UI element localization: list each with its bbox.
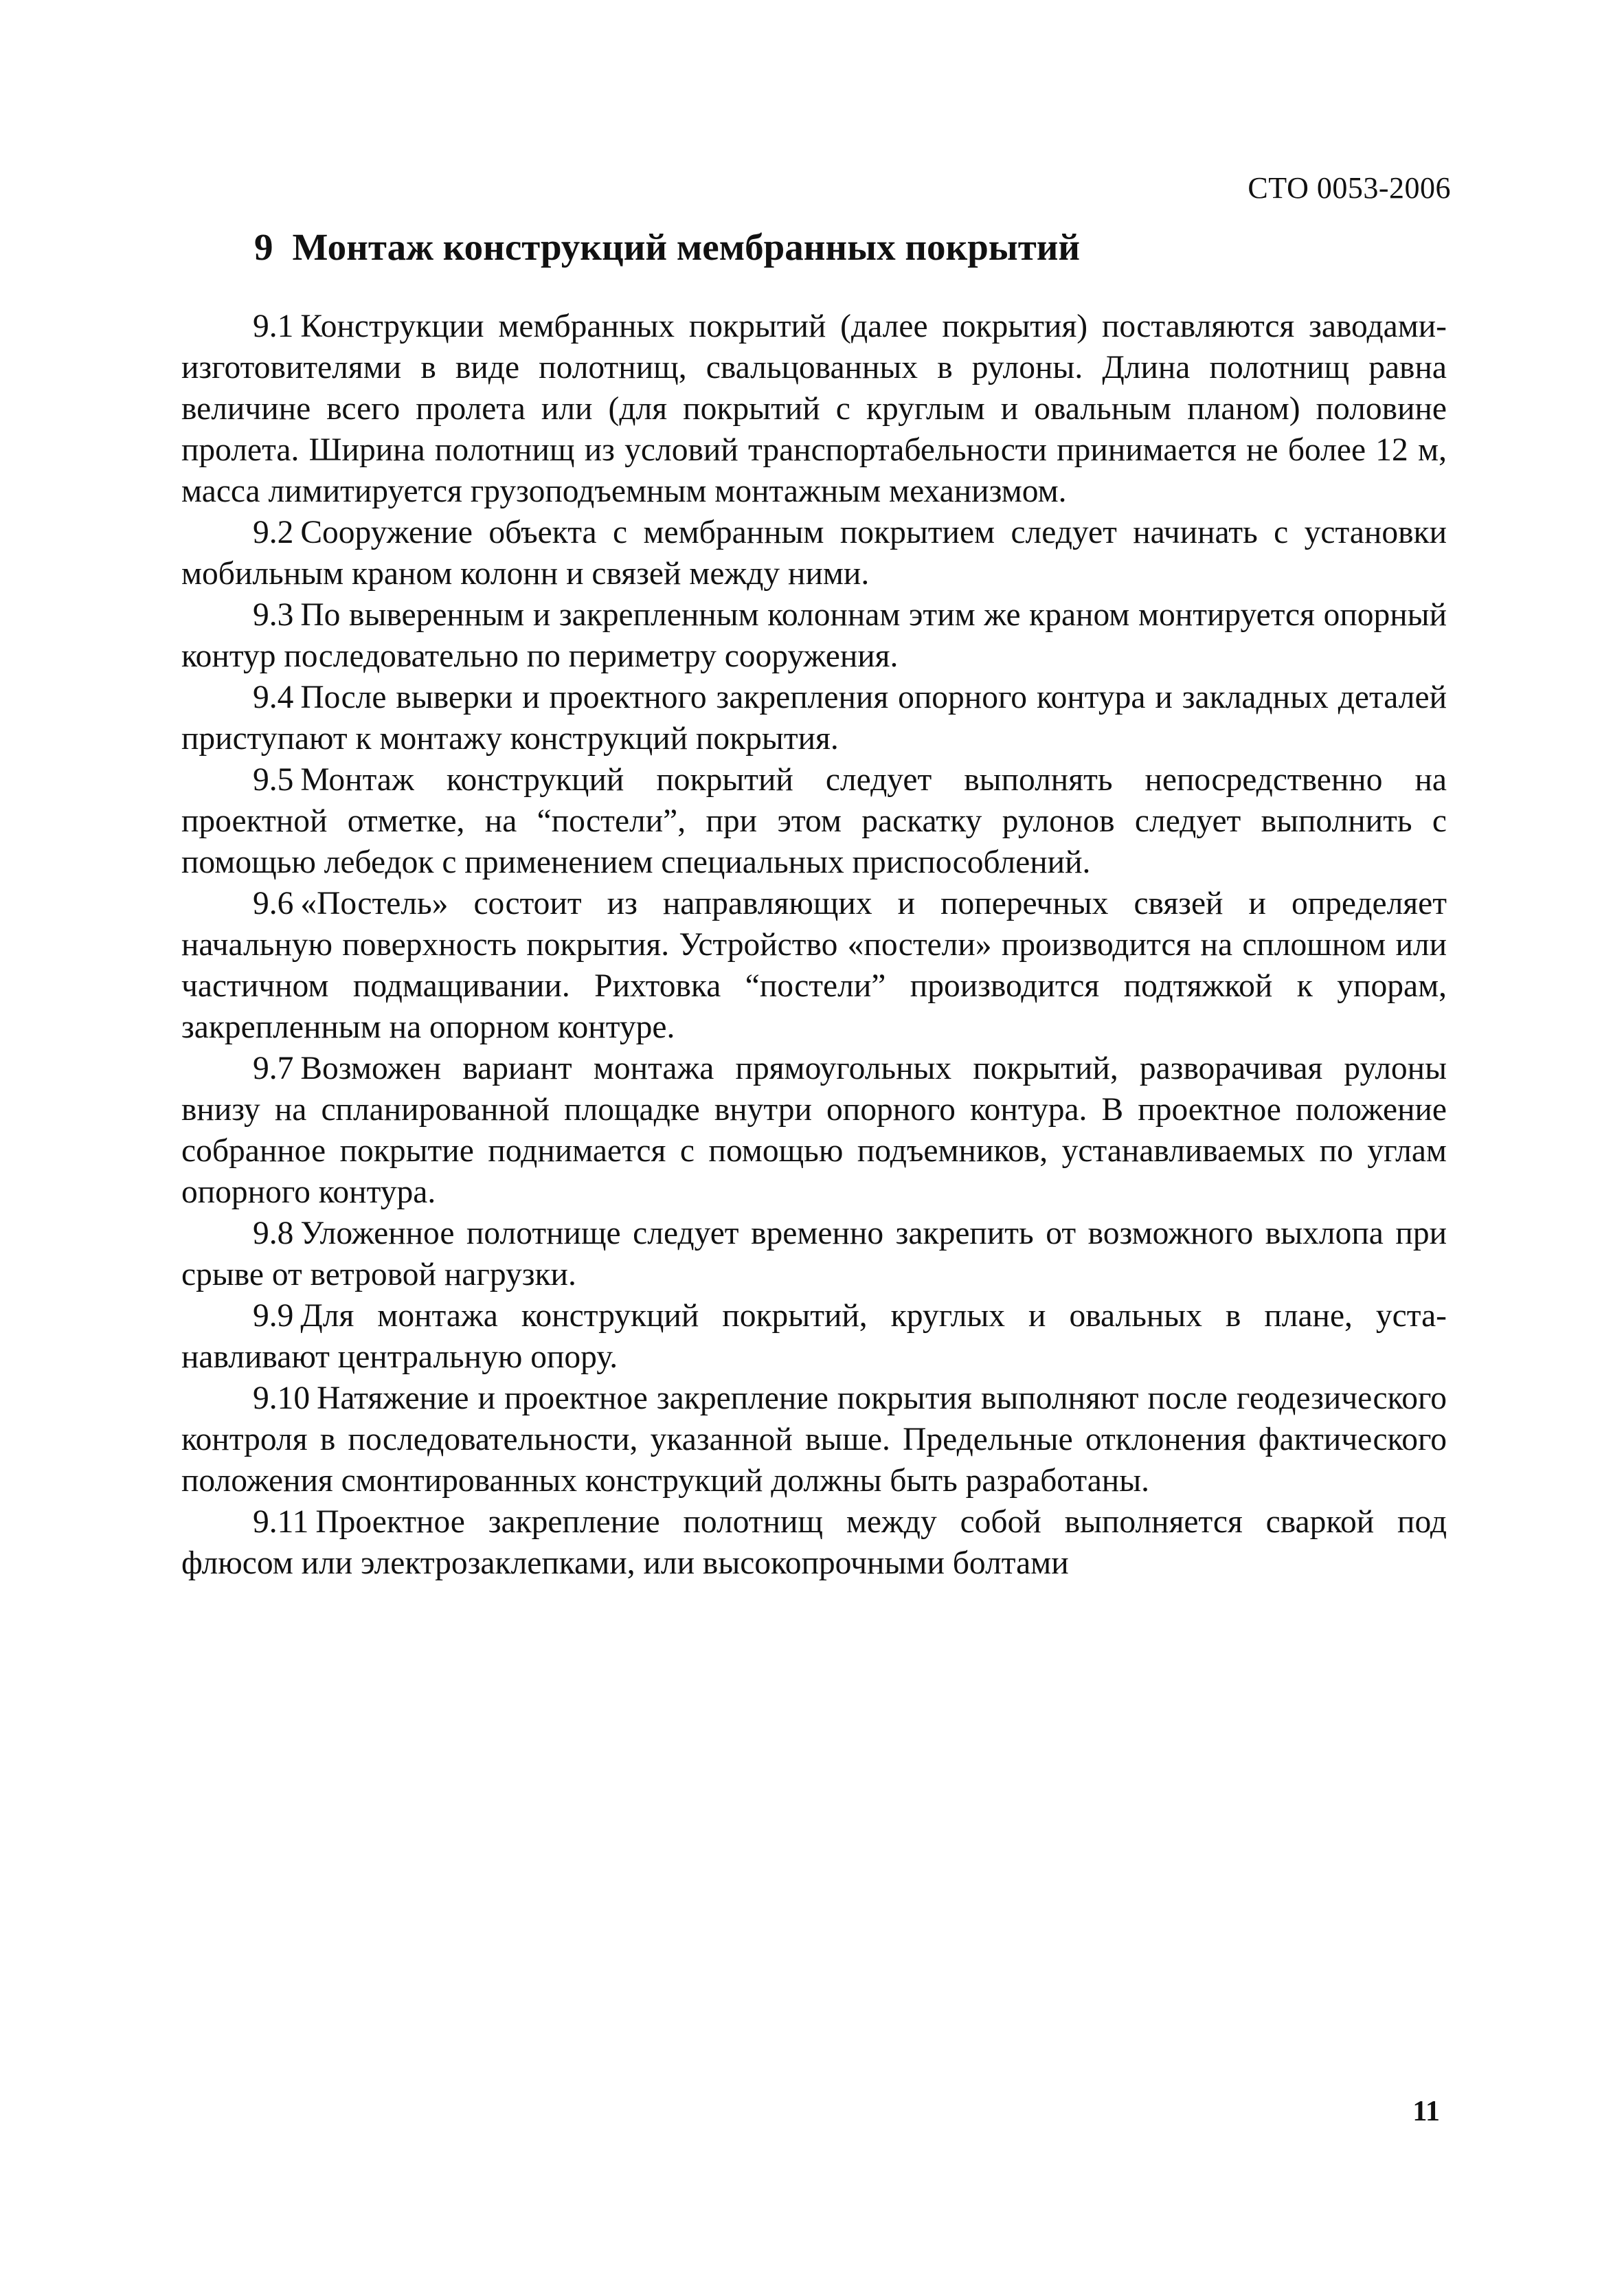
paragraph-9-11: [181, 1501, 1447, 1584]
paragraph-9-3: [181, 594, 1447, 677]
page-number: 11: [1412, 2096, 1440, 2127]
paragraph-text: Сооружение объекта с мембранным покрытием следует начинать с установки мобильным краном колонн и связей между ними.: [181, 515, 1447, 592]
paragraph-text: «Постель» состоит из направляющих и поперечных связей и определяет начальную поверхность покрытия. Устройство «постели» производится на сплошном или частичном подмащивании. Рихтовка “постели” производится подтяжкой к упорам, закрепленным на опорном контуре.: [181, 886, 1447, 1045]
paragraph-text: По выверенным и закрепленным колоннам этим же краном монтируется опорный контур последовательно по периметру сооружения.: [181, 597, 1447, 674]
paragraph-text: Уложенное полотнище следует временно закрепить от возможного выхлопа при срыве от ветровой нагрузки.: [181, 1216, 1447, 1292]
paragraph-9-8: [181, 1213, 1447, 1295]
paragraph-text: Для монтажа конструкций покрытий, круглых и овальных в плане, устанавливают центральную опору.: [181, 1298, 1447, 1375]
paragraph-9-6: [181, 883, 1447, 1048]
paragraph-9-9: [181, 1295, 1447, 1378]
paragraph-number: 9.4: [253, 680, 294, 715]
paragraph-9-5: [181, 759, 1447, 883]
paragraph-9-7: [181, 1048, 1447, 1213]
section-body: [181, 306, 1447, 1584]
paragraph-text: Натяжение и проектное закрепление покрытия выполняют после геодезического контроля в последовательности, указанной выше. Предельные отклонения фактического положения смонтированных конструкций должны быть разработаны.: [181, 1380, 1447, 1499]
document-code: СТО 0053-2006: [1248, 171, 1451, 205]
paragraph-number: 9.5: [253, 762, 294, 798]
section-title-text: Монтаж конструкций мембранных покрытий: [292, 226, 1081, 268]
paragraph-text: Конструкции мембранных покрытий (далее покрытия) поставляются заводами-изготовителями в виде полотнищ, свальцованных в рулоны. Длина полотнищ равна величине всего пролета или (для покрытий с круглым и овальным планом) половине пролета. Ширина полотнищ из условий транспортабельности принимается не более 12 м, масса лимитируется грузоподъемным монтажным механизмом.: [181, 309, 1447, 509]
paragraph-number: 9.3: [253, 597, 294, 633]
paragraph-number: 9.10: [253, 1380, 311, 1416]
paragraph-number: 9.6: [253, 886, 294, 921]
paragraph-number: 9.8: [253, 1216, 294, 1251]
paragraph-number: 9.2: [253, 515, 294, 550]
paragraph-text: После выверки и проектного закрепления опорного контура и закладных деталей приступают к монтажу конструкций покрытия.: [181, 680, 1447, 757]
paragraph-9-2: [181, 512, 1447, 594]
paragraph-9-1: [181, 306, 1447, 512]
paragraph-9-4: [181, 677, 1447, 759]
paragraph-number: 9.9: [253, 1298, 294, 1334]
section-title: [254, 227, 1080, 269]
paragraph-9-10: [181, 1378, 1447, 1501]
paragraph-text: Монтаж конструкций покрытий следует выполнять непосредственно на проектной отметке, на “постели”, при этом раскатку рулонов следует выполнить с помощью лебедок с применением специальных приспособлений.: [181, 762, 1447, 880]
section-number: 9: [254, 226, 273, 268]
paragraph-number: 9.1: [253, 309, 294, 344]
paragraph-number: 9.11: [253, 1504, 309, 1540]
paragraph-text: Проектное закрепление полотнищ между собой выполняется сваркой под флюсом или электрозаклепками, или высокопрочными болтами: [181, 1504, 1447, 1581]
paragraph-text: Возможен вариант монтажа прямоугольных покрытий, разворачивая рулоны внизу на спланированной площадке внутри опорного контура. В проектное положение собранное покрытие поднимается с помощью подъемников, устанавливаемых по углам опорного контура.: [181, 1051, 1447, 1210]
paragraph-number: 9.7: [253, 1051, 294, 1086]
